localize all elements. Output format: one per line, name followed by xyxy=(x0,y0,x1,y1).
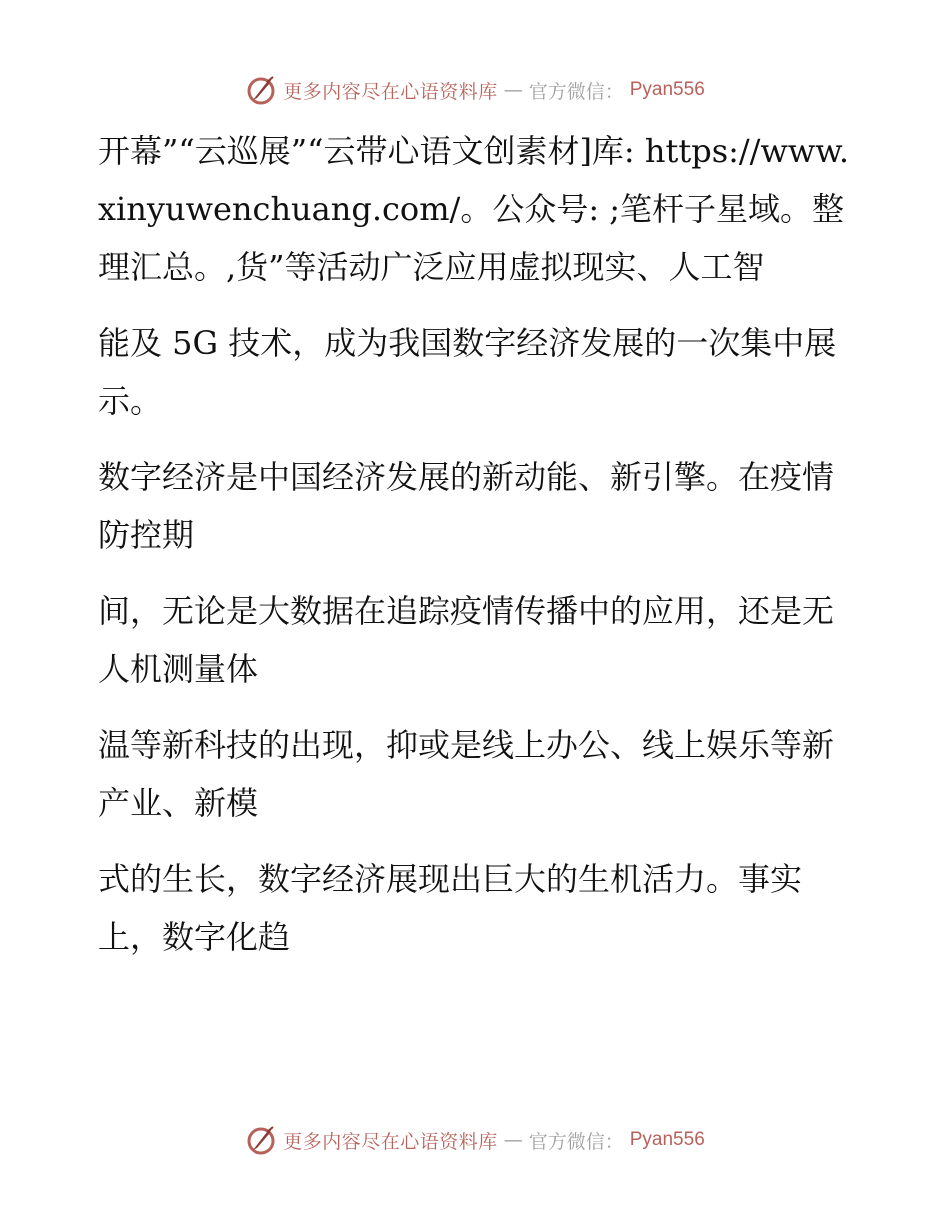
watermark-dash: — xyxy=(503,79,523,101)
paragraph-6: 式的生长，数字经济展现出巨大的生机活力。事实上，数字化趋 xyxy=(98,860,803,956)
paragraph-5: 温等新科技的出现，抑或是线上办公、线上娱乐等新产业、新模 xyxy=(98,726,835,822)
document-body xyxy=(98,122,858,984)
watermark-wechat-id: Pyan556 xyxy=(629,79,705,100)
paragraph-4: 间，无论是大数据在追踪疫情传播中的应用，还是无人机测量体 xyxy=(98,592,835,688)
watermark-brand-text: 更多内容尽在心语资料库 xyxy=(283,1130,498,1153)
watermark-official-label: 官方微信： xyxy=(528,80,624,103)
quill-logo-icon xyxy=(245,74,277,106)
footer-watermark xyxy=(0,1120,950,1160)
quill-logo-icon xyxy=(245,1124,277,1156)
watermark-brand-text: 更多内容尽在心语资料库 xyxy=(283,80,498,103)
header-watermark xyxy=(0,70,950,110)
watermark-official-label: 官方微信： xyxy=(528,1130,624,1153)
watermark-dash: — xyxy=(503,1129,523,1151)
watermark-wechat-id: Pyan556 xyxy=(629,1129,705,1150)
paragraph-1: 开幕”“云巡展”“云带心语文创素材]库: https://www.xinyuwenchuang.com/。公众号: ;笔杆子星域。整理汇总。,货”等活动广泛应用虚拟现实、人工智 xyxy=(98,132,850,286)
paragraph-3: 数字经济是中国经济发展的新动能、新引擎。在疫情防控期 xyxy=(98,458,835,554)
paragraph-2: 能及 5G 技术，成为我国数字经济发展的一次集中展示。 xyxy=(98,324,837,420)
